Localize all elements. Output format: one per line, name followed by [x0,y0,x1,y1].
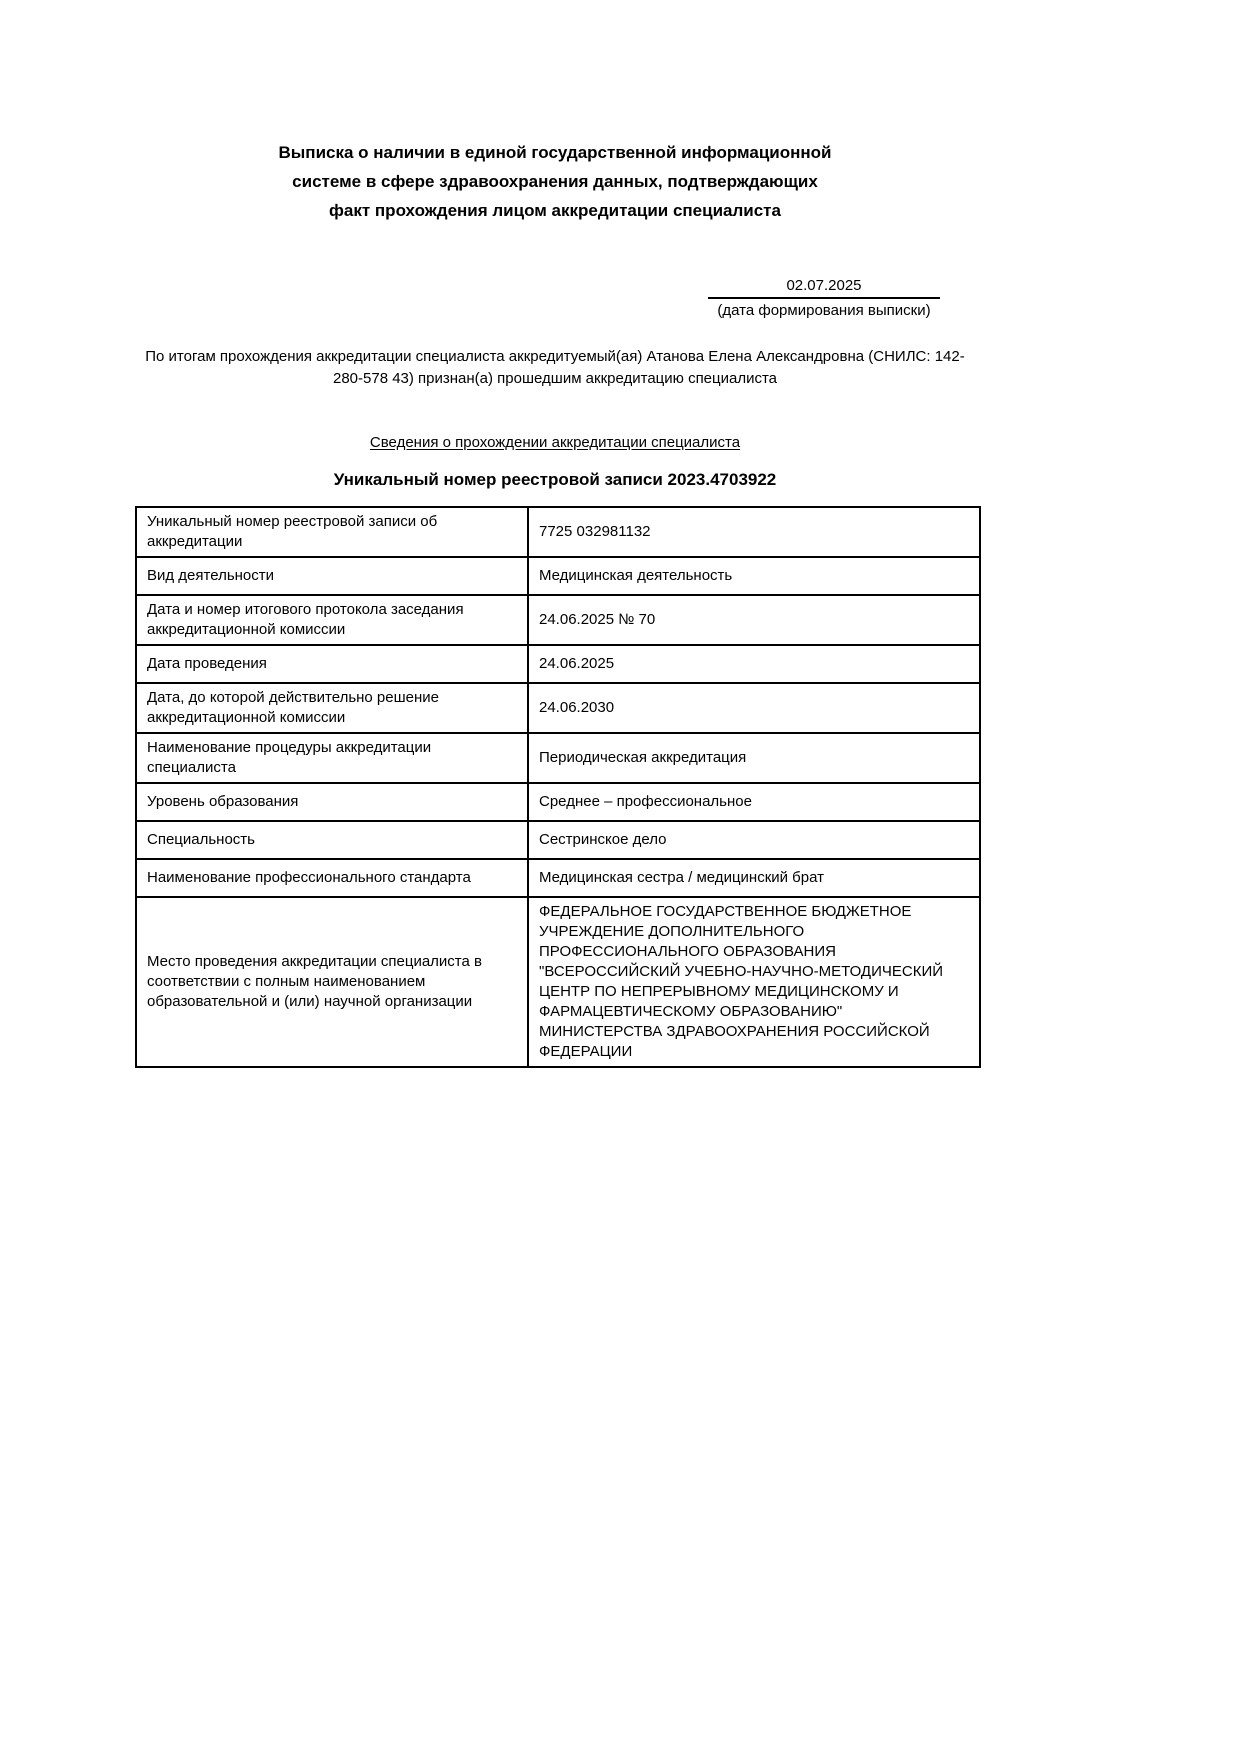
table-row [136,683,980,733]
row-label: Место проведения аккредитации специалиста в соответствии с полным наименованием образовательной и (или) научной организации [136,897,528,1067]
row-value: 24.06.2025 № 70 [528,595,980,645]
row-value: Медицинская деятельность [528,557,980,595]
row-label: Дата проведения [136,645,528,683]
accreditation-table-body [136,507,980,1067]
table-row [136,595,980,645]
row-label: Уровень образования [136,783,528,821]
table-row [136,645,980,683]
table-row [136,821,980,859]
row-label: Наименование профессионального стандарта [136,859,528,897]
date-block [708,277,940,319]
row-value: Медицинская сестра / медицинский брат [528,859,980,897]
formation-date-caption: (дата формирования выписки) [717,302,931,319]
row-label: Дата и номер итогового протокола заседания аккредитационной комиссии [136,595,528,645]
row-value: 24.06.2025 [528,645,980,683]
table-row [136,733,980,783]
section-header-text: Сведения о прохождении аккредитации специалиста [369,434,741,451]
intro-paragraph: По итогам прохождения аккредитации специалиста аккредитуемый(ая) Атанова Елена Александровна (СНИЛС: 142-280-578 43) признан(а) прошедшим аккредитацию специалиста [145,348,965,387]
table-row [136,783,980,821]
formation-date: 02.07.2025 [708,277,940,299]
row-value: Среднее – профессиональное [528,783,980,821]
row-label: Дата, до которой действительно решение аккредитационной комиссии [136,683,528,733]
row-value: 7725 032981132 [528,507,980,557]
table-row [136,557,980,595]
row-value: 24.06.2030 [528,683,980,733]
table-row [136,897,980,1067]
row-value: Сестринское дело [528,821,980,859]
row-label: Специальность [136,821,528,859]
registry-record-title: Уникальный номер реестровой записи 2023.4703922 [333,470,777,489]
row-value: Периодическая аккредитация [528,733,980,783]
section-header [135,434,975,451]
document-title: Выписка о наличии в единой государственной информационной системе в сфере здравоохранения данных, подтверждающих факт прохождения лицом аккредитации специалиста [278,143,832,220]
table-row [136,507,980,557]
row-label: Вид деятельности [136,557,528,595]
row-label: Уникальный номер реестровой записи об аккредитации [136,507,528,557]
row-label: Наименование процедуры аккредитации специалиста [136,733,528,783]
accreditation-table [135,506,981,1068]
document-content [135,0,975,1068]
row-value: ФЕДЕРАЛЬНОЕ ГОСУДАРСТВЕННОЕ БЮДЖЕТНОЕ УЧРЕЖДЕНИЕ ДОПОЛНИТЕЛЬНОГО ПРОФЕССИОНАЛЬНОГО ОБРАЗОВАНИЯ "ВСЕРОССИЙСКИЙ УЧЕБНО-НАУЧНО-МЕТОДИЧЕСКИЙ ЦЕНТР ПО НЕПРЕРЫВНОМУ МЕДИЦИНСКОМУ И ФАРМАЦЕВТИЧЕСКОМУ ОБРАЗОВАНИЮ" МИНИСТЕРСТВА ЗДРАВООХРАНЕНИЯ РОССИЙСКОЙ ФЕДЕРАЦИИ [528,897,980,1067]
table-row [136,859,980,897]
